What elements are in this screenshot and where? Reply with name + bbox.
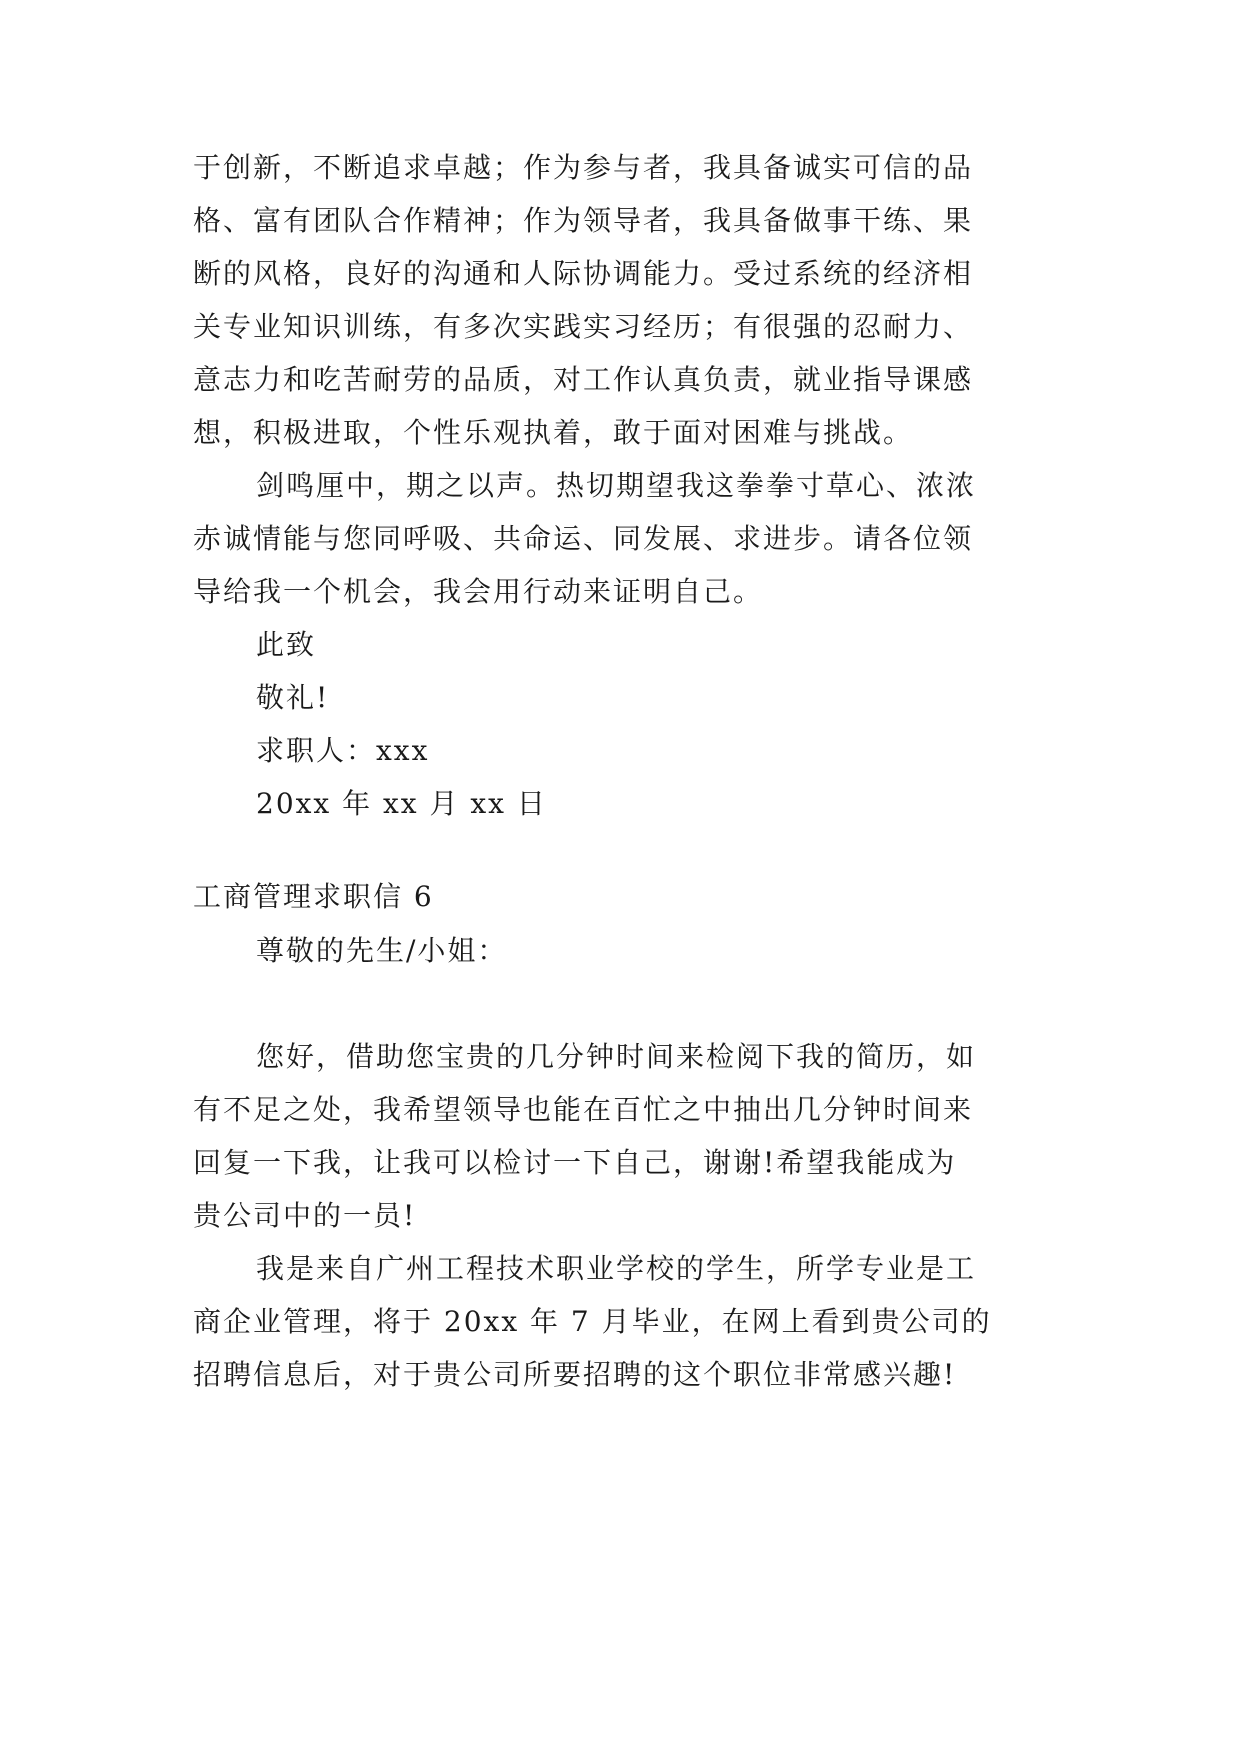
paragraph-line: 有不足之处，我希望领导也能在百忙之中抽出几分钟时间来 xyxy=(193,1093,974,1126)
paragraph-line: 于创新，不断追求卓越；作为参与者，我具备诚实可信的品 xyxy=(193,151,974,184)
paragraph-line: 贵公司中的一员! xyxy=(193,1199,417,1232)
signature-line: 求职人：xxx xyxy=(256,734,430,767)
paragraph-line: 关专业知识训练，有多次实践实习经历；有很强的忍耐力、 xyxy=(193,310,974,343)
paragraph-line: 赤诚情能与您同呼吸、共命运、同发展、求进步。请各位领 xyxy=(193,522,974,555)
paragraph-line: 您好，借助您宝贵的几分钟时间来检阅下我的简历，如 xyxy=(256,1040,977,1073)
paragraph-line: 格、富有团队合作精神；作为领导者，我具备做事干练、果 xyxy=(193,204,974,237)
paragraph-line: 回复一下我，让我可以检讨一下自己，谢谢!希望我能成为 xyxy=(193,1146,957,1179)
paragraph-line: 导给我一个机会，我会用行动来证明自己。 xyxy=(193,575,764,608)
paragraph-line: 想，积极进取，个性乐观执着，敢于面对困难与挑战。 xyxy=(193,416,914,449)
section-title: 工商管理求职信 6 xyxy=(193,880,434,913)
paragraph-line: 意志力和吃苦耐劳的品质，对工作认真负责，就业指导课感 xyxy=(193,363,974,396)
closing-line: 此致 xyxy=(256,628,317,661)
paragraph-line: 我是来自广州工程技术职业学校的学生，所学专业是工 xyxy=(256,1252,977,1285)
paragraph-line: 断的风格，良好的沟通和人际协调能力。受过系统的经济相 xyxy=(193,257,974,290)
date-line: 20xx 年 xx 月 xx 日 xyxy=(256,787,547,820)
paragraph-line: 招聘信息后，对于贵公司所要招聘的这个职位非常感兴趣! xyxy=(193,1358,957,1391)
paragraph-line: 剑鸣厘中，期之以声。热切期望我这拳拳寸草心、浓浓 xyxy=(256,469,977,502)
closing-greeting: 敬礼! xyxy=(256,681,330,714)
paragraph-line: 商企业管理，将于 20xx 年 7 月毕业，在网上看到贵公司的 xyxy=(193,1305,992,1338)
salutation: 尊敬的先生/小姐： xyxy=(256,934,508,967)
